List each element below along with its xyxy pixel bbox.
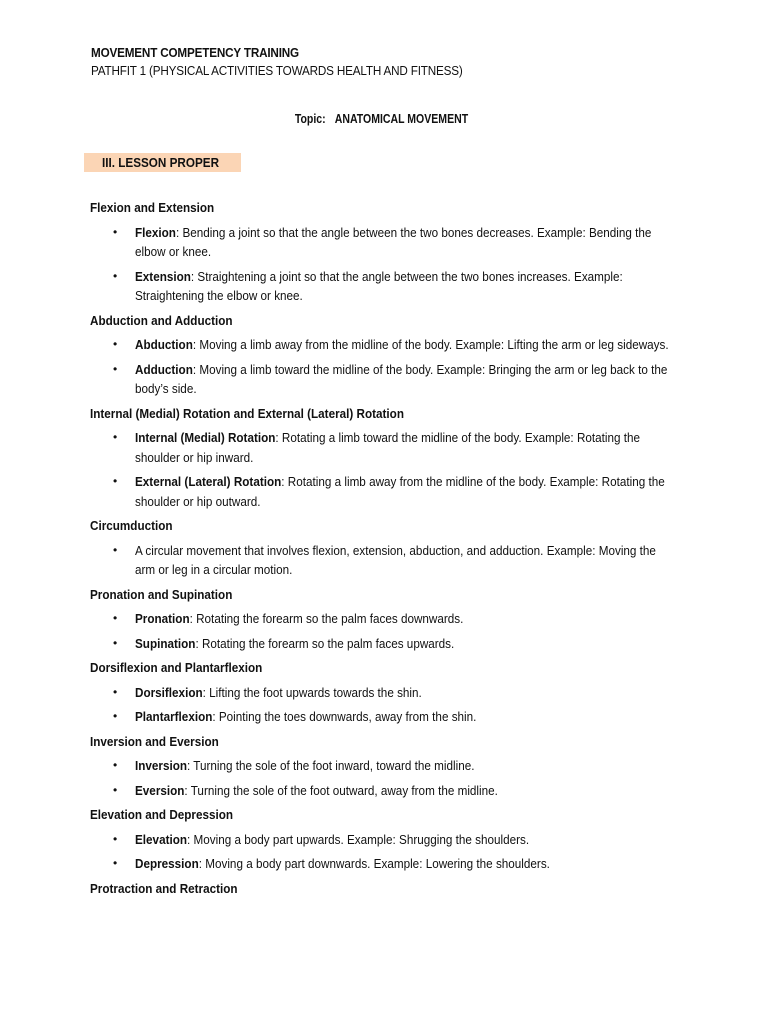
list-item — [90, 707, 690, 727]
term-label: Depression — [135, 856, 199, 871]
bullet-icon: • — [113, 611, 118, 625]
bullet-icon: • — [113, 635, 118, 650]
bullet-icon: • — [113, 758, 118, 772]
list-item — [90, 360, 690, 399]
term-label: Abduction — [135, 337, 193, 352]
list-item-text — [135, 756, 675, 776]
term-definition: : Rotating the forearm so the palm faces upwards. — [195, 635, 455, 651]
list-item — [90, 854, 690, 874]
term-label: Supination — [135, 635, 196, 651]
term-definition: : Straightening a joint so that the angle between the two bones increases. Example: Straightening the elbow or knee. — [135, 268, 623, 303]
section-heading: Dorsiflexion and Plantarflexion — [90, 660, 263, 675]
list-item-text — [135, 634, 675, 654]
bullet-icon: • — [113, 268, 118, 283]
term-label: Elevation — [135, 831, 188, 847]
bullet-list — [90, 223, 690, 306]
bullet-icon: • — [113, 361, 118, 376]
list-item-text — [135, 472, 675, 511]
document-subtitle: PATHFIT 1 (PHYSICAL ACTIVITIES TOWARDS HEALTH AND FITNESS) — [91, 63, 463, 78]
bullet-list — [90, 756, 690, 800]
topic-prefix: Topic: — [294, 111, 326, 126]
section-heading: Elevation and Depression — [90, 807, 234, 822]
list-item — [90, 267, 690, 306]
term-label: Extension — [135, 268, 191, 284]
bullet-icon: • — [113, 856, 118, 870]
list-item — [90, 428, 690, 467]
bullet-icon: • — [113, 224, 118, 239]
term-label: Flexion — [135, 224, 176, 240]
term-label: Eversion — [135, 782, 185, 798]
list-item — [90, 223, 690, 262]
term-definition: : Rotating a limb away from the midline of the body. Example: Rotating the shoulder or hip outward. — [135, 474, 665, 509]
bullet-icon: • — [113, 831, 118, 846]
term-definition: : Bending a joint so that the angle between the two bones decreases. Example: Bending the elbow or knee. — [135, 224, 652, 259]
section-label: III. LESSON PROPER — [102, 155, 220, 170]
list-item-text — [135, 683, 675, 703]
term-definition: : Pointing the toes downwards, away from the shin. — [212, 709, 477, 724]
list-item — [90, 830, 690, 850]
list-item-text — [135, 781, 675, 801]
term-definition: : Moving a limb toward the midline of the body. Example: Bringing the arm or leg back to the body’s side. — [135, 361, 668, 396]
list-item-text — [135, 360, 675, 399]
term-definition: : Moving a body part upwards. Example: Shrugging the shoulders. — [187, 831, 530, 847]
bullet-list — [90, 428, 690, 511]
list-item-text — [135, 541, 675, 580]
section-heading: Circumduction — [90, 518, 173, 533]
bullet-icon: • — [113, 542, 118, 557]
section-heading: Pronation and Supination — [90, 586, 233, 602]
term-label: Pronation — [135, 611, 190, 626]
term-definition: : Turning the sole of the foot inward, toward the midline. — [187, 758, 475, 773]
bullet-icon: • — [113, 684, 118, 699]
term-label: Internal (Medial) Rotation — [135, 430, 276, 445]
section-heading: Inversion and Eversion — [90, 733, 219, 749]
list-item-text — [135, 707, 675, 727]
topic-value: ANATOMICAL MOVEMENT — [334, 111, 468, 126]
section-heading: Abduction and Adduction — [90, 312, 233, 328]
term-label: External (Lateral) Rotation — [135, 474, 282, 489]
term-definition: A circular movement that involves flexion, extension, abduction, and adduction. Example: Moving the arm or leg in a circular motion. — [135, 542, 656, 577]
list-item-text — [135, 609, 675, 629]
bullet-icon: • — [113, 337, 118, 351]
bullet-icon: • — [113, 782, 118, 797]
list-item — [90, 634, 690, 654]
list-item-text — [135, 830, 675, 850]
bullet-list — [90, 541, 690, 580]
list-item — [90, 609, 690, 629]
list-item-text — [135, 428, 675, 467]
term-definition: : Moving a limb away from the midline of the body. Example: Lifting the arm or leg sideways. — [192, 337, 669, 352]
term-definition: : Lifting the foot upwards towards the shin. — [202, 684, 422, 700]
term-label: Dorsiflexion — [135, 684, 203, 700]
section-heading: Flexion and Extension — [90, 200, 215, 215]
bullet-list — [90, 609, 690, 653]
topic-line — [0, 111, 768, 126]
list-item-text — [135, 223, 675, 262]
term-label: Adduction — [135, 361, 193, 377]
bullet-icon: • — [113, 474, 118, 488]
bullet-list — [90, 830, 690, 874]
list-item — [90, 541, 690, 580]
lesson-content — [90, 198, 690, 903]
term-label: Plantarflexion — [135, 709, 213, 724]
list-item — [90, 781, 690, 801]
list-item-text — [135, 267, 675, 306]
list-item — [90, 683, 690, 703]
list-item — [90, 335, 690, 355]
term-label: Inversion — [135, 758, 188, 773]
bullet-icon: • — [113, 430, 118, 444]
term-definition: : Rotating the forearm so the palm faces downwards. — [189, 611, 464, 626]
bullet-icon: • — [113, 709, 118, 723]
list-item-text — [135, 335, 675, 355]
section-heading: Protraction and Retraction — [90, 880, 238, 896]
term-definition: : Rotating a limb toward the midline of the body. Example: Rotating the shoulder or hip inward. — [135, 430, 641, 465]
term-definition: : Turning the sole of the foot outward, away from the midline. — [184, 782, 498, 798]
list-item — [90, 472, 690, 511]
term-definition: : Moving a body part downwards. Example: Lowering the shoulders. — [198, 856, 550, 871]
section-heading: Internal (Medial) Rotation and External (Lateral) Rotation — [90, 405, 404, 421]
document-title: MOVEMENT COMPETENCY TRAINING — [91, 45, 299, 60]
bullet-list — [90, 683, 690, 727]
list-item — [90, 756, 690, 776]
list-item-text — [135, 854, 675, 874]
bullet-list — [90, 335, 690, 399]
